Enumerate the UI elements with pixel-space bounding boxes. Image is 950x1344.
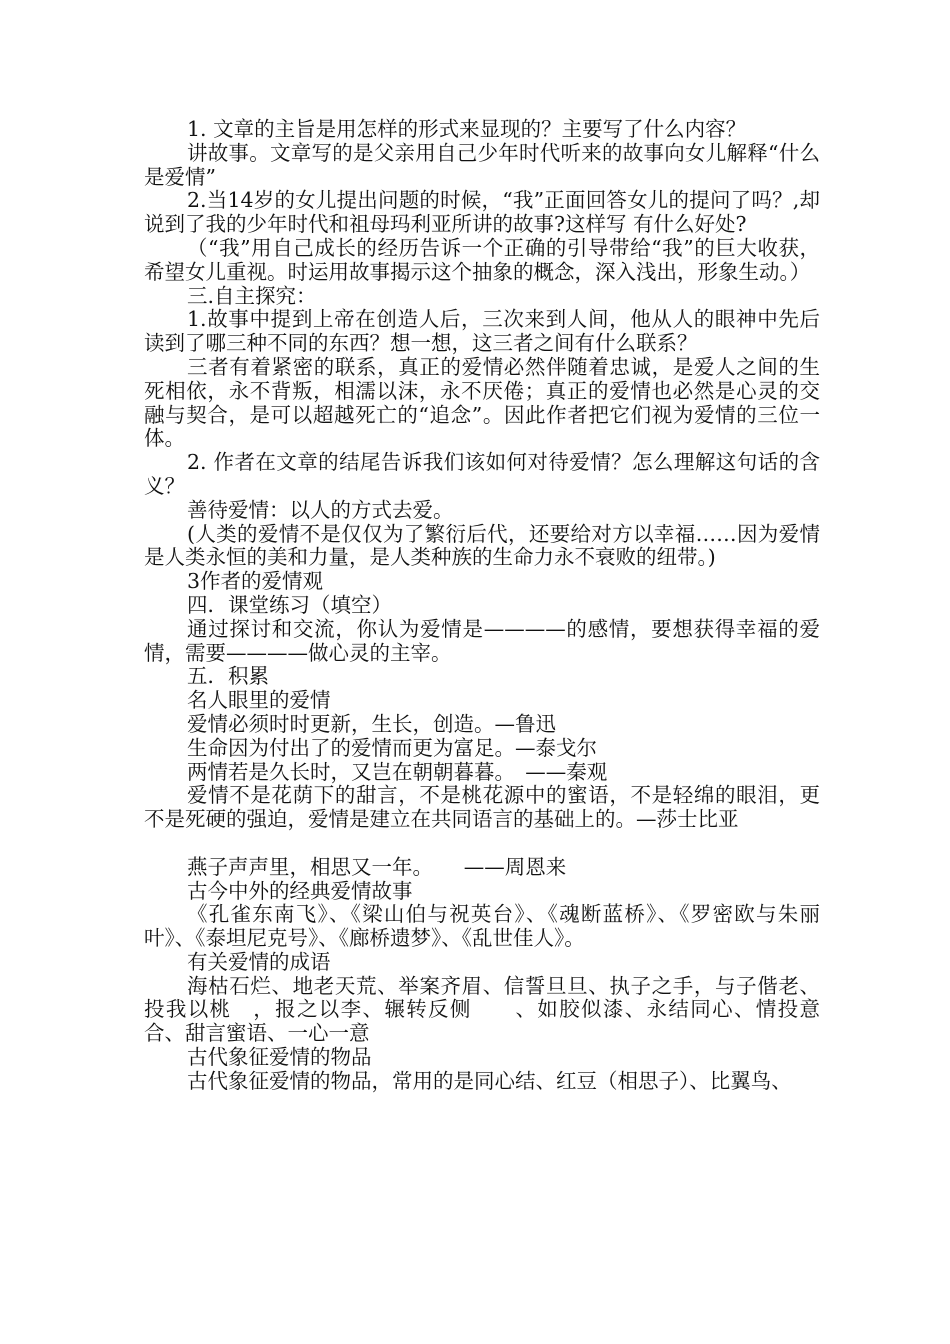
love-tokens-text: 古代象征爱情的物品，常用的是同心结、红豆（相思子）、比翼鸟、: [187, 1068, 792, 1093]
section-heading-4: 四．课堂练习（填空）: [187, 592, 392, 617]
classic-stories-list: 《孔雀东南飞》、《梁山伯与祝英台》、《魂断蓝桥》、《罗密欧与朱丽叶》、《泰坦尼克号》、《廊桥遗梦》、《乱世佳人》。: [144, 902, 820, 951]
quote-qin-guan: 两情若是久长时，又岂在朝朝暮暮。 ——秦观: [187, 759, 608, 784]
document-body: [144, 118, 820, 1094]
explore-answer-1: 三者有着紧密的联系，真正的爱情必然伴随着忠诚，是爱人之间的生死相依，永不背叛，相濡以沫，永不厌倦；真正的爱情也必然是心灵的交融与契合，是可以超越死亡的“追念”。因此作者把它们视为爱情的三位一体。: [144, 354, 820, 451]
quote-zhou-enlai: 燕子声声里，相思又一年。 ——周恩来: [187, 854, 567, 879]
quote-tagore: 生命因为付出了的爱情而更为富足。—泰戈尔: [187, 735, 597, 760]
subheading-classic-stories: 古今中外的经典爱情故事: [187, 878, 413, 903]
section-heading-5: 五．积累: [187, 664, 269, 689]
subheading-idioms: 有关爱情的成语: [187, 949, 331, 974]
explore-answer-2-note: (人类的爱情不是仅仅为了繁衍后代，还要给对方以幸福……因为爱情是人类永恒的美和力量，是人类种族的生命力永不衰败的纽带。): [144, 521, 820, 570]
question-2: 2.当14岁的女儿提出问题的时候，“我”正面回答女儿的提问了吗？,却说到了我的少年时代和祖母玛利亚所讲的故事?这样写 有什么好处?: [144, 188, 820, 237]
explore-answer-2: 善待爱情：以人的方式去爱。: [187, 497, 454, 522]
answer-1: 讲故事。文章写的是父亲用自己少年时代听来的故事向女儿解释“什么是爱情”: [144, 140, 820, 189]
idioms-list: 海枯石烂、地老天荒、举案齐眉、信誓旦旦、执子之手，与子偕老、投我以桃 ，报之以李、辗转反侧 、如胶似漆、永结同心、情投意合、甜言蜜语、一心一意: [144, 973, 820, 1046]
question-1: 1. 文章的主旨是用怎样的形式来显现的？主要写了什么内容？: [187, 117, 747, 141]
explore-question-1: 1.故事中提到上帝在创造人后，三次来到人间，他从人的眼神中先后读到了哪三种不同的东西？想一想，这三者之间有什么联系？: [144, 307, 820, 356]
author-view: 3作者的爱情观: [187, 569, 324, 594]
subheading-quotes: 名人眼里的爱情: [187, 688, 331, 713]
section-heading-3: 三.自主探究：: [187, 283, 317, 308]
subheading-love-tokens: 古代象征爱情的物品: [187, 1045, 372, 1070]
quote-shakespeare: 爱情不是花荫下的甜言，不是桃花源中的蜜语，不是轻绵的眼泪，更不是死硬的强迫，爱情是建立在共同语言的基础上的。—莎士比亚: [144, 783, 820, 832]
quote-lu-xun: 爱情必须时时更新，生长，创造。—鲁迅: [187, 711, 556, 736]
blank-line: [144, 832, 820, 856]
explore-question-2: 2. 作者在文章的结尾告诉我们该如何对待爱情？怎么理解这句话的含义？: [144, 450, 820, 498]
exercise-fill-blank: 通过探讨和交流，你认为爱情是————的感情，要想获得幸福的爱情，需要————做心灵的主宰。: [144, 616, 820, 665]
answer-2: （“我”用自己成长的经历告诉一个正确的引导带给“我”的巨大收获，希望女儿重视。时运用故事揭示这个抽象的概念，深入浅出，形象生动。）: [144, 235, 820, 284]
